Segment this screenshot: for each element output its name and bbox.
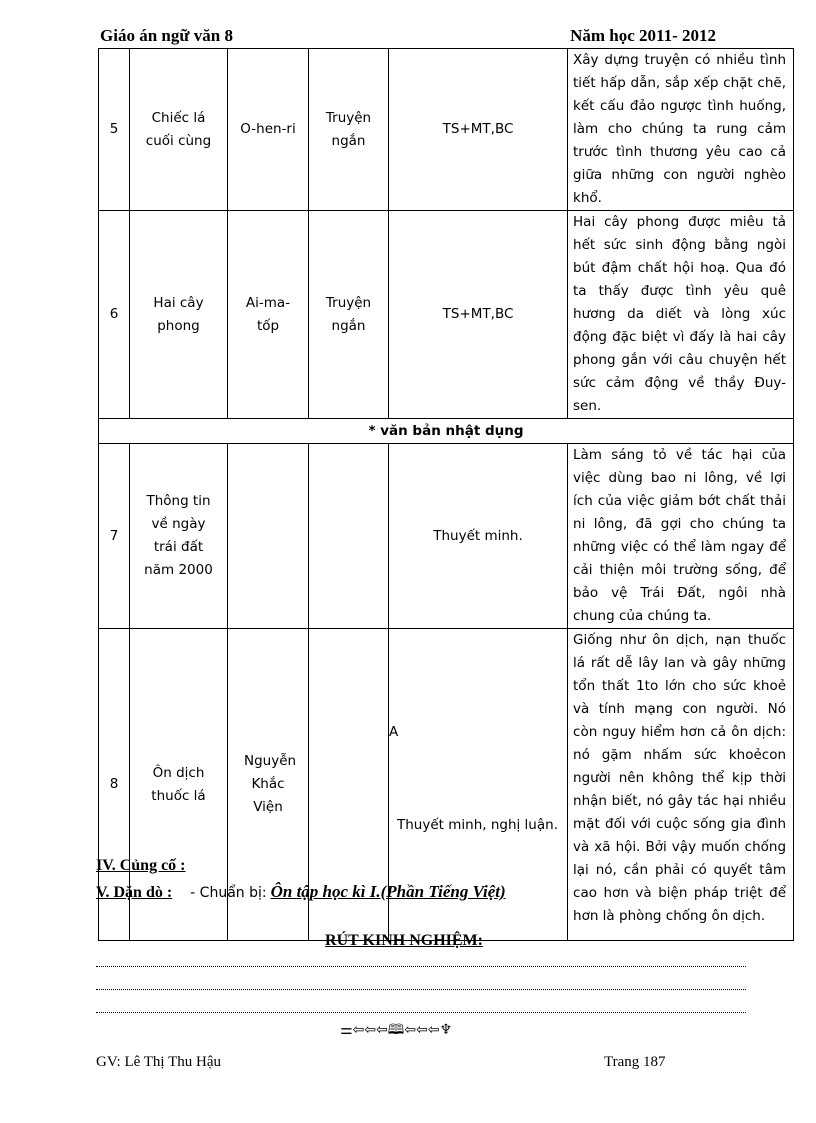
work-method: Thuyết minh, nghị luận. [397,817,558,833]
row-number: 8 [99,629,130,941]
table-row [99,211,794,419]
work-title: Chiếc lá cuối cùng [130,49,228,211]
row-number: 6 [99,211,130,419]
work-title: Thông tin về ngày trái đất năm 2000 [130,444,228,629]
work-author: Ai-ma-tốp [228,211,309,419]
teacher-name: GV: Lê Thị Thu Hậu [96,1054,221,1070]
experience-heading: RÚT KINH NGHIỆM: [325,932,483,949]
row-number: 7 [99,444,130,629]
work-genre: Truyện ngắn [309,211,389,419]
work-content: Làm sáng tỏ về tác hại của việc dùng bao ni lông, về lợi ích của việc giảm bớt chất thải ni lông, đã gợi cho chúng ta những việc có thể làm ngay để cải thiện môi trường sống, để bảo vệ Trái Đất, ngôi nhà chung của chúng ta. [568,444,794,629]
lesson-table [98,48,794,941]
homework-topic: Ôn tập học kì I.(Phần Tiếng Việt) [270,882,506,901]
header-school-year: Năm học 2011- 2012 [570,26,716,45]
work-title: Ôn dịch thuốc lá [130,629,228,941]
work-genre [309,444,389,629]
page-number: Trang 187 [604,1054,666,1070]
table-row [99,49,794,211]
ornament-divider: ⚌⇦⇦⇦🕮⇦⇦⇦♆ [340,1022,452,1038]
section-row [99,419,794,444]
row-number: 5 [99,49,130,211]
section-title: * văn bản nhật dụng [99,419,794,444]
header-subject: Giáo án ngữ văn 8 [100,26,234,45]
homework-prep: - Chuẩn bị: [190,885,267,901]
work-author [228,444,309,629]
work-method: TS+MT,BC [389,211,568,419]
dotted-line [96,1012,746,1013]
homework-label: V. Dặn dò : [96,884,173,901]
work-method: Thuyết minh. [389,444,568,629]
work-author: Nguyễn Khắc Viện [228,629,309,941]
dotted-line [96,989,746,990]
stray-mark: A [389,724,399,740]
dotted-line [96,966,746,967]
work-method: TS+MT,BC [389,49,568,211]
table-row [99,444,794,629]
page-header [100,26,716,48]
work-title: Hai cây phong [130,211,228,419]
work-content: Xây dựng truyện có nhiều tình tiết hấp dẫn, sắp xếp chặt chẽ, kết cấu đảo ngược tình huống, làm cho chúng ta rung cảm trước tình thương yêu cao cả giữa những con người nghèo khổ. [568,49,794,211]
work-author: O-hen-ri [228,49,309,211]
work-content: Giống như ôn dịch, nạn thuốc lá rất dễ lây lan và gây những tổn thất 1to lớn cho sức khoẻ và tính mạng con người. Nó còn nguy hiểm hơn cả ôn dịch: nó gặm nhấm sức khoẻcon người nên không thể kịp thời nhận biết, nó gây tác hại nhiều mặt đối với cuộc sống gia đình và xã hội. Bởi vậy muốn chống lại nó, cần phải có quyết tâm cao hơn và biện pháp triệt để hơn là phòng chống ôn dịch. [568,629,794,941]
consolidate-heading: IV. Củng cố : [96,857,186,874]
homework-line [96,882,506,902]
work-content: Hai cây phong được miêu tả hết sức sinh động bằng ngòi bút đậm chất hội hoạ. Qua đó ta thấy được tình yêu quê hương da diết và lòng xúc động đặc biệt vì đấy là hai cây phong gắn với câu chuyện hết sức cảm động về thầy Đuy-sen. [568,211,794,419]
work-genre: Truyện ngắn [309,49,389,211]
